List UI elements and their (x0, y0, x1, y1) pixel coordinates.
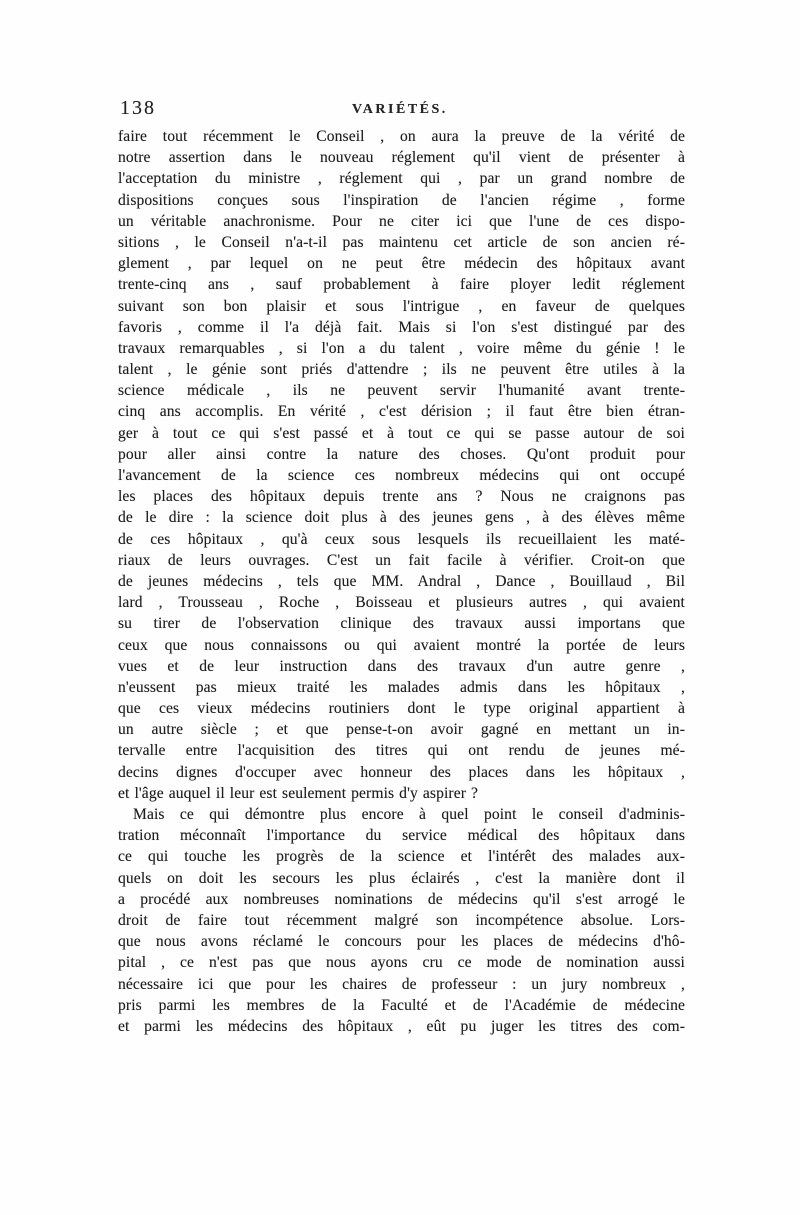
text-line: nécessaire ici que pour les chaires de professeur : un jury nombreux , (118, 975, 685, 993)
text-line: a procédé aux nombreuses nominations de médecins qu'il s'est arrogé le (118, 890, 685, 908)
text-line: de ces hôpitaux , qu'à ceux sous lesquels ils recueillaient les maté- (118, 530, 685, 548)
text-line: science médicale , ils ne peuvent servir l'humanité avant trente- (118, 382, 685, 400)
text-line: ceux que nous connaissons ou qui avaient montré la portée de leurs (118, 636, 685, 654)
text-line: sitions , le Conseil n'a-t-il pas maintenu cet article de son ancien ré- (118, 233, 685, 251)
text-line: ger à tout ce qui s'est passé et à tout ce qui se passe autour de soi (118, 424, 685, 442)
text-line: un autre siècle ; et que pense-t-on avoir gagné en mettant un in- (118, 721, 685, 739)
text-line: l'avancement de la science ces nombreux médecins qui ont occupé (118, 467, 685, 484)
running-header-title: VARIÉTÉS. (352, 102, 448, 117)
text-line: les places des hôpitaux depuis trente ans ? Nous ne craignons pas (118, 488, 685, 506)
text-line: lard , Trousseau , Roche , Boisseau et plusieurs autres , qui avaient (118, 594, 685, 612)
text-line: droit de faire tout récemment malgré son incompétence absolue. Lors- (118, 911, 685, 929)
text-line: notre assertion dans le nouveau réglement qu'il vient de présenter à (118, 149, 685, 167)
page-number: 138 (120, 97, 156, 119)
text-line: et parmi les médecins des hôpitaux , eût pu juger les titres des com- (118, 1017, 685, 1035)
text-line: tervalle entre l'acquisition des titres qui ont rendu de jeunes mé- (118, 742, 685, 760)
text-line: pour aller ainsi contre la nature des choses. Qu'ont produit pour (118, 445, 685, 463)
text-line: glement , par lequel on ne peut être médecin des hôpitaux avant (118, 255, 685, 273)
text-line: talent , le génie sont priés d'attendre ; ils ne peuvent être utiles à la (118, 361, 685, 379)
text-line: faire tout récemment le Conseil , on aura la preuve de la vérité de (118, 128, 685, 145)
text-line: pris parmi les membres de la Faculté et de l'Académie de médecine (118, 996, 685, 1014)
text-line: de le dire : la science doit plus à des jeunes gens , à des élèves même (118, 509, 685, 527)
text-line: et l'âge auquel il leur est seulement permis d'y aspirer ? (118, 784, 479, 802)
text-line: quels on doit les secours les plus éclairés , c'est la manière dont il (118, 869, 685, 887)
text-line: n'eussent pas mieux traité les malades admis dans les hôpitaux , (118, 678, 685, 696)
text-line: l'acceptation du ministre , réglement qui , par un grand nombre de (118, 170, 685, 188)
text-line: suivant son bon plaisir et sous l'intrigue , en faveur de quelques (118, 297, 685, 315)
text-line: travaux remarquables , si l'on a du talent , voire même du génie ! le (118, 339, 685, 357)
text-line: Mais ce qui démontre plus encore à quel point le conseil d'adminis- (133, 806, 685, 823)
text-line: que nous avons réclamé le concours pour les places de médecins d'hô- (118, 933, 685, 951)
text-line: que ces vieux médecins routiniers dont le type original appartient à (118, 700, 685, 718)
text-line: un véritable anachronisme. Pour ne citer ici que l'une de ces dispo- (118, 212, 685, 230)
text-line: decins dignes d'occuper avec honneur des places dans les hôpitaux , (118, 763, 685, 781)
text-line: cinq ans accomplis. En vérité , c'est dérision ; il faut être bien étran- (118, 403, 685, 421)
text-line: de jeunes médecins , tels que MM. Andral , Dance , Bouillaud , Bil (118, 572, 685, 590)
text-line: su tirer de l'observation clinique des travaux aussi importans que (118, 615, 685, 633)
body-text-block (118, 126, 685, 1037)
text-line: trente-cinq ans , sauf probablement à faire ployer ledit réglement (118, 276, 685, 294)
text-line: pital , ce n'est pas que nous ayons cru ce mode de nomination aussi (118, 954, 685, 972)
text-line: riaux de leurs ouvrages. C'est un fait facile à vérifier. Croit-on que (118, 551, 685, 569)
text-line: vues et de leur instruction dans des travaux d'un autre genre , (118, 657, 685, 675)
text-line: ce qui touche les progrès de la science et l'intérêt des malades aux- (118, 848, 685, 866)
text-line: tration méconnaît l'importance du service médical des hôpitaux dans (118, 827, 685, 845)
text-line: dispositions conçues sous l'inspiration de l'ancien régime , forme (118, 191, 685, 209)
text-line: favoris , comme il l'a déjà fait. Mais si l'on s'est distingué par des (118, 318, 685, 336)
